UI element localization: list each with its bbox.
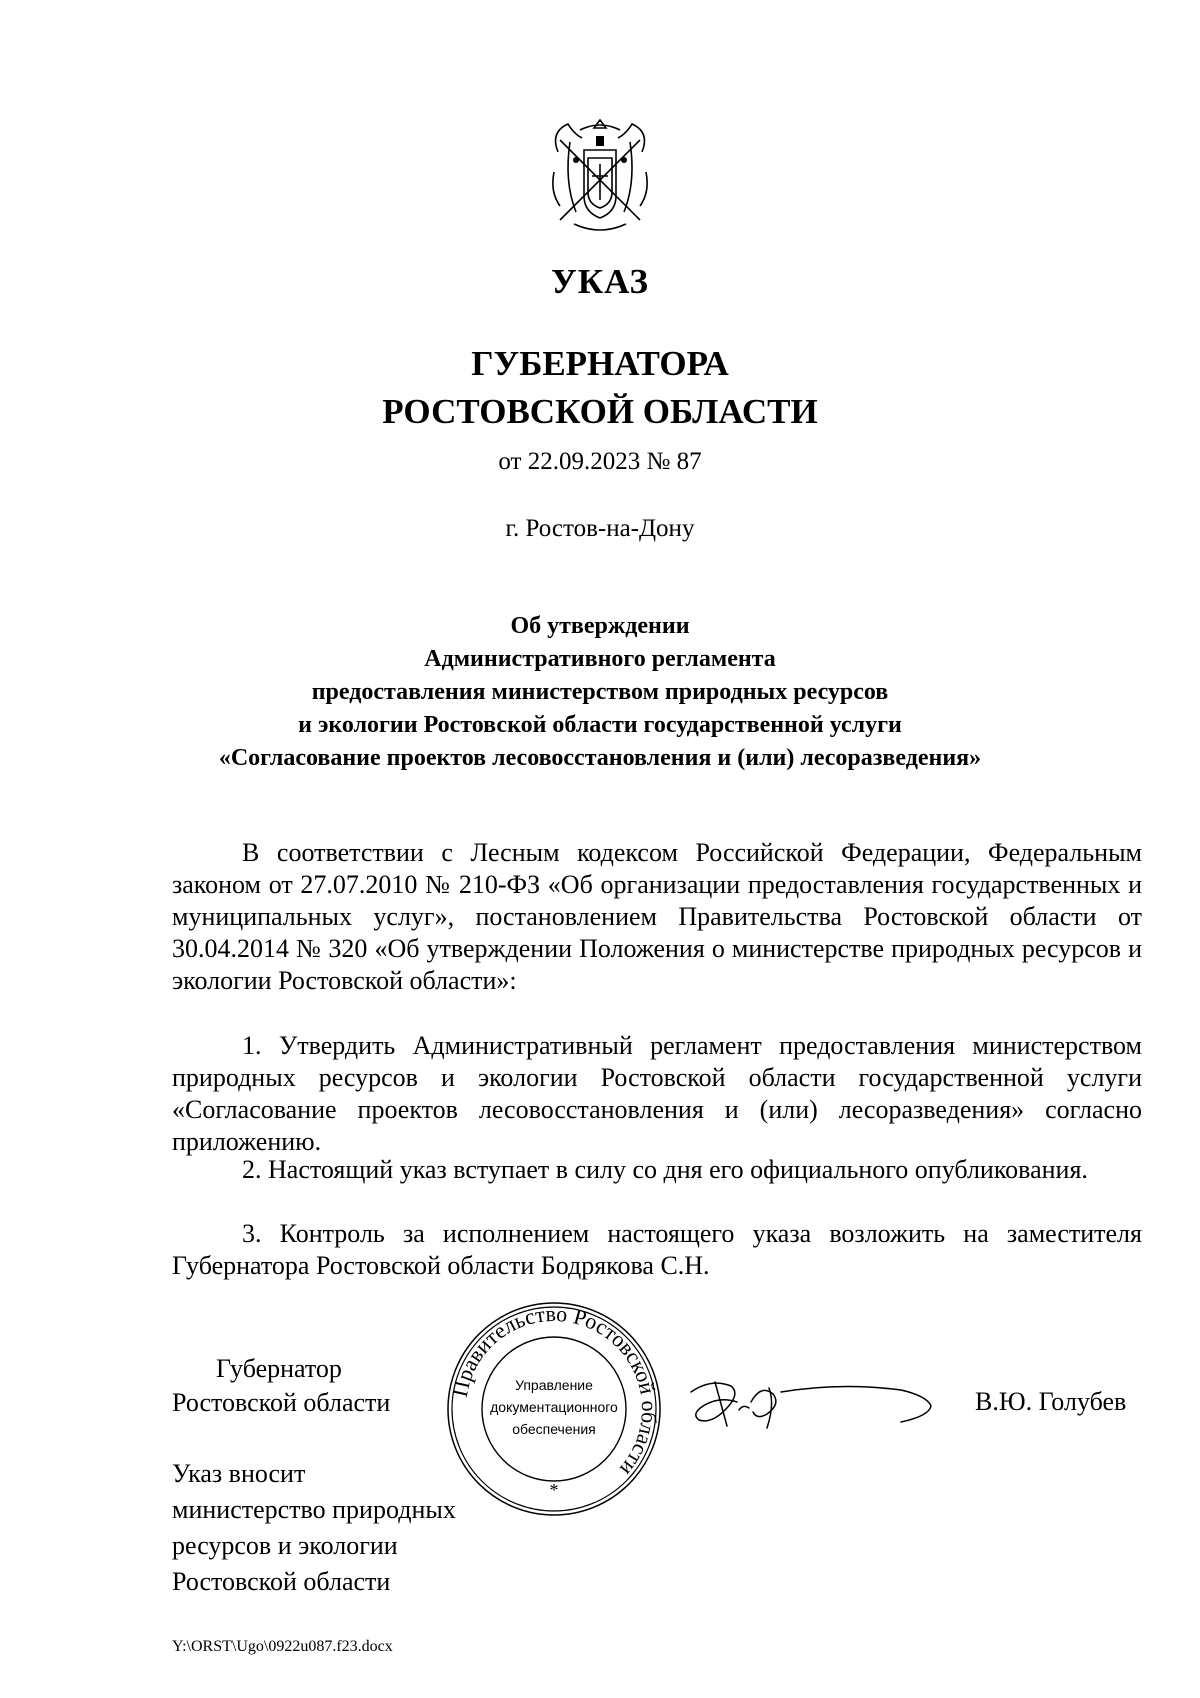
issuer-line-2: РОСТОВСКОЙ ОБЛАСТИ bbox=[382, 392, 818, 431]
handwritten-signature bbox=[685, 1362, 935, 1452]
signatory-position bbox=[172, 1352, 472, 1420]
signatory-name: В.Ю. Голубев bbox=[975, 1387, 1127, 1416]
position-line-2: Ростовской области bbox=[172, 1388, 391, 1417]
subject-line-5: «Согласование проектов лесовосстановления и (или) лесоразведения» bbox=[218, 745, 982, 771]
item-3-paragraph: 3. Контроль за исполнением настоящего указа возложить на заместителя Губернатора Ростовской области Бодрякова С.Н. bbox=[172, 1219, 1142, 1280]
note-line-3: ресурсов и экологии bbox=[172, 1531, 398, 1560]
note-line-2: министерство природных bbox=[172, 1495, 456, 1524]
issuer-line-1: ГУБЕРНАТОРА bbox=[471, 344, 729, 383]
seal-inner-line-3: обеспечения bbox=[512, 1421, 596, 1437]
document-city: г. Ростов-на-Дону bbox=[505, 515, 695, 542]
item-2-paragraph: 2. Настоящий указ вступает в силу со дня его официального опубликования. bbox=[242, 1155, 1088, 1184]
subject-line-3: предоставления министерством природных ресурсов bbox=[311, 679, 889, 705]
item-1-paragraph: 1. Утвердить Административный регламент предоставления министерством природных ресурсов и экологии Ростовской области государственной услуги «Согласование проектов лесовосстановления и (или) лесоразведения» согласно приложению. bbox=[172, 1031, 1142, 1156]
document-subject bbox=[0, 610, 1200, 775]
position-line-1: Губернатор bbox=[216, 1354, 342, 1383]
seal-star: * bbox=[549, 1480, 559, 1500]
subject-line-2: Административного регламента bbox=[424, 646, 776, 672]
seal-outer-text: Правительство Ростовской области bbox=[446, 1300, 663, 1482]
document-title: УКАЗ bbox=[551, 262, 649, 301]
file-path-footer: Y:\ORST\Ugo\0922u087.f23.docx bbox=[172, 1638, 393, 1655]
coat-of-arms-icon bbox=[540, 112, 660, 242]
seal-inner-line-2: документационного bbox=[490, 1399, 618, 1415]
subject-line-1: Об утверждении bbox=[510, 613, 690, 639]
document-date-number: от 22.09.2023 № 87 bbox=[498, 448, 702, 475]
note-line-4: Ростовской области bbox=[172, 1567, 391, 1596]
subject-line-4: и экологии Ростовской области государственной услуги bbox=[298, 712, 902, 738]
document-issuer bbox=[0, 340, 1200, 436]
submitter-note bbox=[172, 1456, 512, 1600]
seal-inner-line-1: Управление bbox=[515, 1377, 593, 1393]
preamble-paragraph: В соответствии с Лесным кодексом Российской Федерации, Федеральным законом от 27.07.2010 № 210-ФЗ «Об организации предоставления государственных и муниципальных услуг», постановлением Правительства Ростовской области от 30.04.2014 № 320 «Об утверждении Положения о министерстве природных ресурсов и экологии Ростовской области»: bbox=[172, 838, 1142, 995]
note-line-1: Указ вносит bbox=[172, 1459, 306, 1488]
